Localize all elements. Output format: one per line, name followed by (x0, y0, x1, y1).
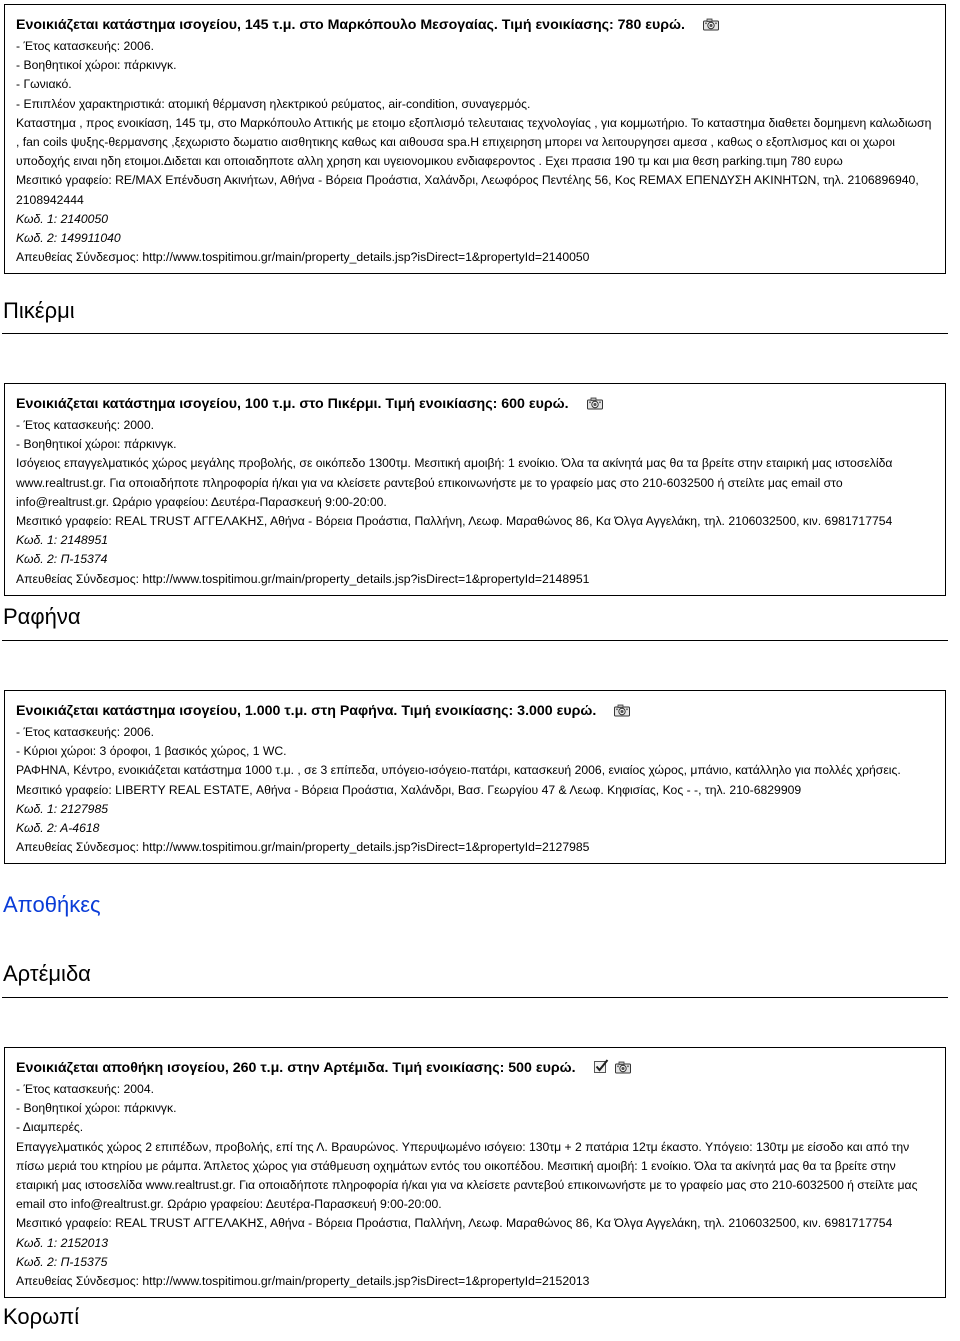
listing-code-1: Κωδ. 1: 2140050 (16, 211, 109, 226)
listing-code-2: Κωδ. 2: Π-15375 (16, 1254, 108, 1269)
listing-card (4, 383, 946, 596)
listing-title: Ενοικιάζεται κατάστημα ισογείου, 1.000 τ.μ. στη Ραφήνα. Τιμή ενοικίασης: 3.000 ευρώ. (16, 701, 935, 723)
section-heading-koropi: Κορωπί (3, 1304, 80, 1329)
listing-detail: - Διαμπερές. (16, 1120, 84, 1135)
listing-direct-link[interactable]: Απευθείας Σύνδεσμος: http://www.tospitimou.gr/main/property_details.jsp?isDirect=1&propertyId=2140050 (16, 250, 590, 265)
listing-detail: - Κύριοι χώροι: 3 όροφοι, 1 βασικός χώρος, 1 WC. (16, 744, 287, 759)
listing-card (4, 4, 946, 274)
divider (2, 333, 948, 334)
camera-icon[interactable] (587, 396, 603, 416)
divider (2, 997, 948, 998)
listing-description: Ισόγειος επαγγελματικός χώρος μεγάλης προβολής, σε οικόπεδο 1300τμ. Μεσιτική αμοιβή: 1 ενοίκιο. Όλα τα ακίνητά μας θα τα βρείτε στην εταιρική μας ιστοσελίδα www.realtrust.gr. Για οποιαδήποτε πληροφορία ή/και για να κλείσετε ραντεβού επικοινωνήστε με το γραφείο μας στο 210-6032500 ή στείλτε μας email στο info@realtrust.gr. Ωράριο γραφείου: Δευτέρα-Παρασκευή 9:00-20:00. (16, 456, 893, 509)
listing-description: Καταστημα , προς ενοικίαση, 145 τμ, στο Μαρκόπουλο Αττικής με ετοιμο εξοπλισμό τελευταιας τεχνολογίας , για κομμωτήριο. Το καταστημα διαθετει δομημενη καλωδιωση , fan coils ψυξης-θερμανσης ,ξεχωριστο δωματιο αισθητικης καθως και αιθουσα spa.Η επιχειρηση μπορει να λειτουργησει αμεσα , καθως ο εξοπλισμος και οι χωροι υποδοχής ειναι ηδη ετοιμοι.Διδεται και οποιαδηποτε αλλη χρηση και υγειονομικου ενδιαφεροντος . Εχει πρασια 190 τμ και μια θεση parking.τιμη 780 ευρω (16, 115, 932, 169)
section-heading-pikermi: Πικέρμι (3, 298, 75, 323)
listing-code-2: Κωδ. 2: 149911040 (16, 231, 121, 246)
listing-card (4, 690, 946, 864)
section-heading-apothikes[interactable]: Αποθήκες (3, 892, 101, 917)
listing-card (4, 1047, 946, 1298)
listing-agency: Μεσιτικό γραφείο: RE/MAX Επένδυση Ακινήτων, Αθήνα - Βόρεια Προάστια, Χαλάνδρι, Λεωφόρος Πεντέλης 56, Κος REMAX ΕΠΕΝΔΥΣΗ ΑΚΙΝΗΤΩΝ, τηλ. 2106896940, 2108942444 (16, 173, 919, 207)
listing-agency: Μεσιτικό γραφείο: LIBERTY REAL ESTATE, Αθήνα - Βόρεια Προάστια, Χαλάνδρι, Βασ. Γεωργίου 47 & Λεωφ. Κηφισίας, Κος - -, τηλ. 210-6829909 (16, 782, 802, 797)
section-heading-artemida: Αρτέμιδα (3, 961, 91, 986)
section-heading-rafina: Ραφήνα (3, 604, 81, 629)
listing-detail: - Έτος κατασκευής: 2006. (16, 725, 154, 739)
listing-description: Επαγγελματικός χώρος 2 επιπέδων, προβολής, επί της Λ. Βραυρώνος. Υπερυψωμένο ισόγειο: 130τμ + 2 πατάρια 12τμ έκαστο. Υπόγειο: 130τμ με είσοδο και από την πίσω μεριά του κτηρίου με ράμπα. Άπλετος χώρος για στάθμευση οχημάτων εντός του οικοπέδου. Μεσιτική αμοιβή: 1 ενοίκιο. Όλα τα ακίνητά μας θα τα βρείτε στην εταιρική μας ιστοσελίδα www.realtrust.gr. Για οποιαδήποτε πληροφορία ή/και για να κλείσετε ραντεβού επικοινωνήστε με το γραφείο μας στο 210-6032500 ή στείλτε μας email στο info@realtrust.gr. Ωράριο γραφείου: Δευτέρα-Παρασκευή 9:00-20:00. (16, 1139, 918, 1212)
listing-agency: Μεσιτικό γραφείο: REAL TRUST ΑΓΓΕΛΑΚΗΣ, Αθήνα - Βόρεια Προάστια, Παλλήνη, Λεωφ. Μαραθώνος 86, Κα Όλγα Αγγελάκη, τηλ. 2106032500, κιν. 6981717754 (16, 1216, 893, 1231)
listing-description: ΡΑΦΗΝΑ, Κέντρο, ενοικιάζεται κατάστημα 1000 τ.μ. , σε 3 επίπεδα, υπόγειο-ισόγειο-πατάρι, κατασκευή 2006, ενιαίος χώρος, μπάνιο, κατάλληλο για πολλές χρήσεις. (16, 763, 901, 778)
listing-detail: - Έτος κατασκευής: 2000. (16, 418, 154, 432)
camera-icon[interactable] (614, 703, 630, 723)
listing-direct-link[interactable]: Απευθείας Σύνδεσμος: http://www.tospitimou.gr/main/property_details.jsp?isDirect=1&propertyId=2127985 (16, 840, 590, 855)
camera-icon[interactable] (615, 1060, 631, 1080)
listing-code-1: Κωδ. 1: 2148951 (16, 533, 109, 548)
camera-icon[interactable] (703, 17, 719, 37)
listing-detail: - Γωνιακό. (16, 77, 72, 92)
listing-detail: - Βοηθητικοί χώροι: πάρκινγκ. (16, 58, 177, 73)
listing-detail: - Έτος κατασκευής: 2006. (16, 39, 154, 53)
listing-detail: - Βοηθητικοί χώροι: πάρκινγκ. (16, 437, 177, 452)
listing-title: Ενοικιάζεται κατάστημα ισογείου, 100 τ.μ. στο Πικέρμι. Τιμή ενοικίασης: 600 ευρώ. (16, 394, 935, 416)
listing-direct-link[interactable]: Απευθείας Σύνδεσμος: http://www.tospitimou.gr/main/property_details.jsp?isDirect=1&propertyId=2152013 (16, 1274, 590, 1289)
listing-agency: Μεσιτικό γραφείο: REAL TRUST ΑΓΓΕΛΑΚΗΣ, Αθήνα - Βόρεια Προάστια, Παλλήνη, Λεωφ. Μαραθώνος 86, Κα Όλγα Αγγελάκη, τηλ. 2106032500, κιν. 6981717754 (16, 514, 893, 529)
listing-detail: - Έτος κατασκευής: 2004. (16, 1082, 154, 1096)
listing-code-1: Κωδ. 1: 2152013 (16, 1235, 109, 1250)
listing-detail: - Επιπλέον χαρακτηριστικά: ατομική θέρμανση ηλεκτρικού ρεύματος, air-condition, συναγερμός. (16, 96, 531, 111)
divider (2, 640, 948, 641)
listing-title: Ενοικιάζεται αποθήκη ισογείου, 260 τ.μ. στην Αρτέμιδα. Τιμή ενοικίασης: 500 ευρώ. (16, 1058, 935, 1080)
listing-direct-link[interactable]: Απευθείας Σύνδεσμος: http://www.tospitimou.gr/main/property_details.jsp?isDirect=1&propertyId=2148951 (16, 571, 590, 586)
listing-code-2: Κωδ. 2: Π-15374 (16, 552, 108, 567)
listing-code-1: Κωδ. 1: 2127985 (16, 801, 109, 816)
listing-title: Ενοικιάζεται κατάστημα ισογείου, 145 τ.μ. στο Μαρκόπουλο Μεσογαίας. Τιμή ενοικίασης: 780 ευρώ. (16, 15, 935, 37)
listing-code-2: Κωδ. 2: Α-4618 (16, 821, 100, 836)
listing-detail: - Βοηθητικοί χώροι: πάρκινγκ. (16, 1101, 177, 1116)
checkbox-icon[interactable] (594, 1059, 609, 1080)
